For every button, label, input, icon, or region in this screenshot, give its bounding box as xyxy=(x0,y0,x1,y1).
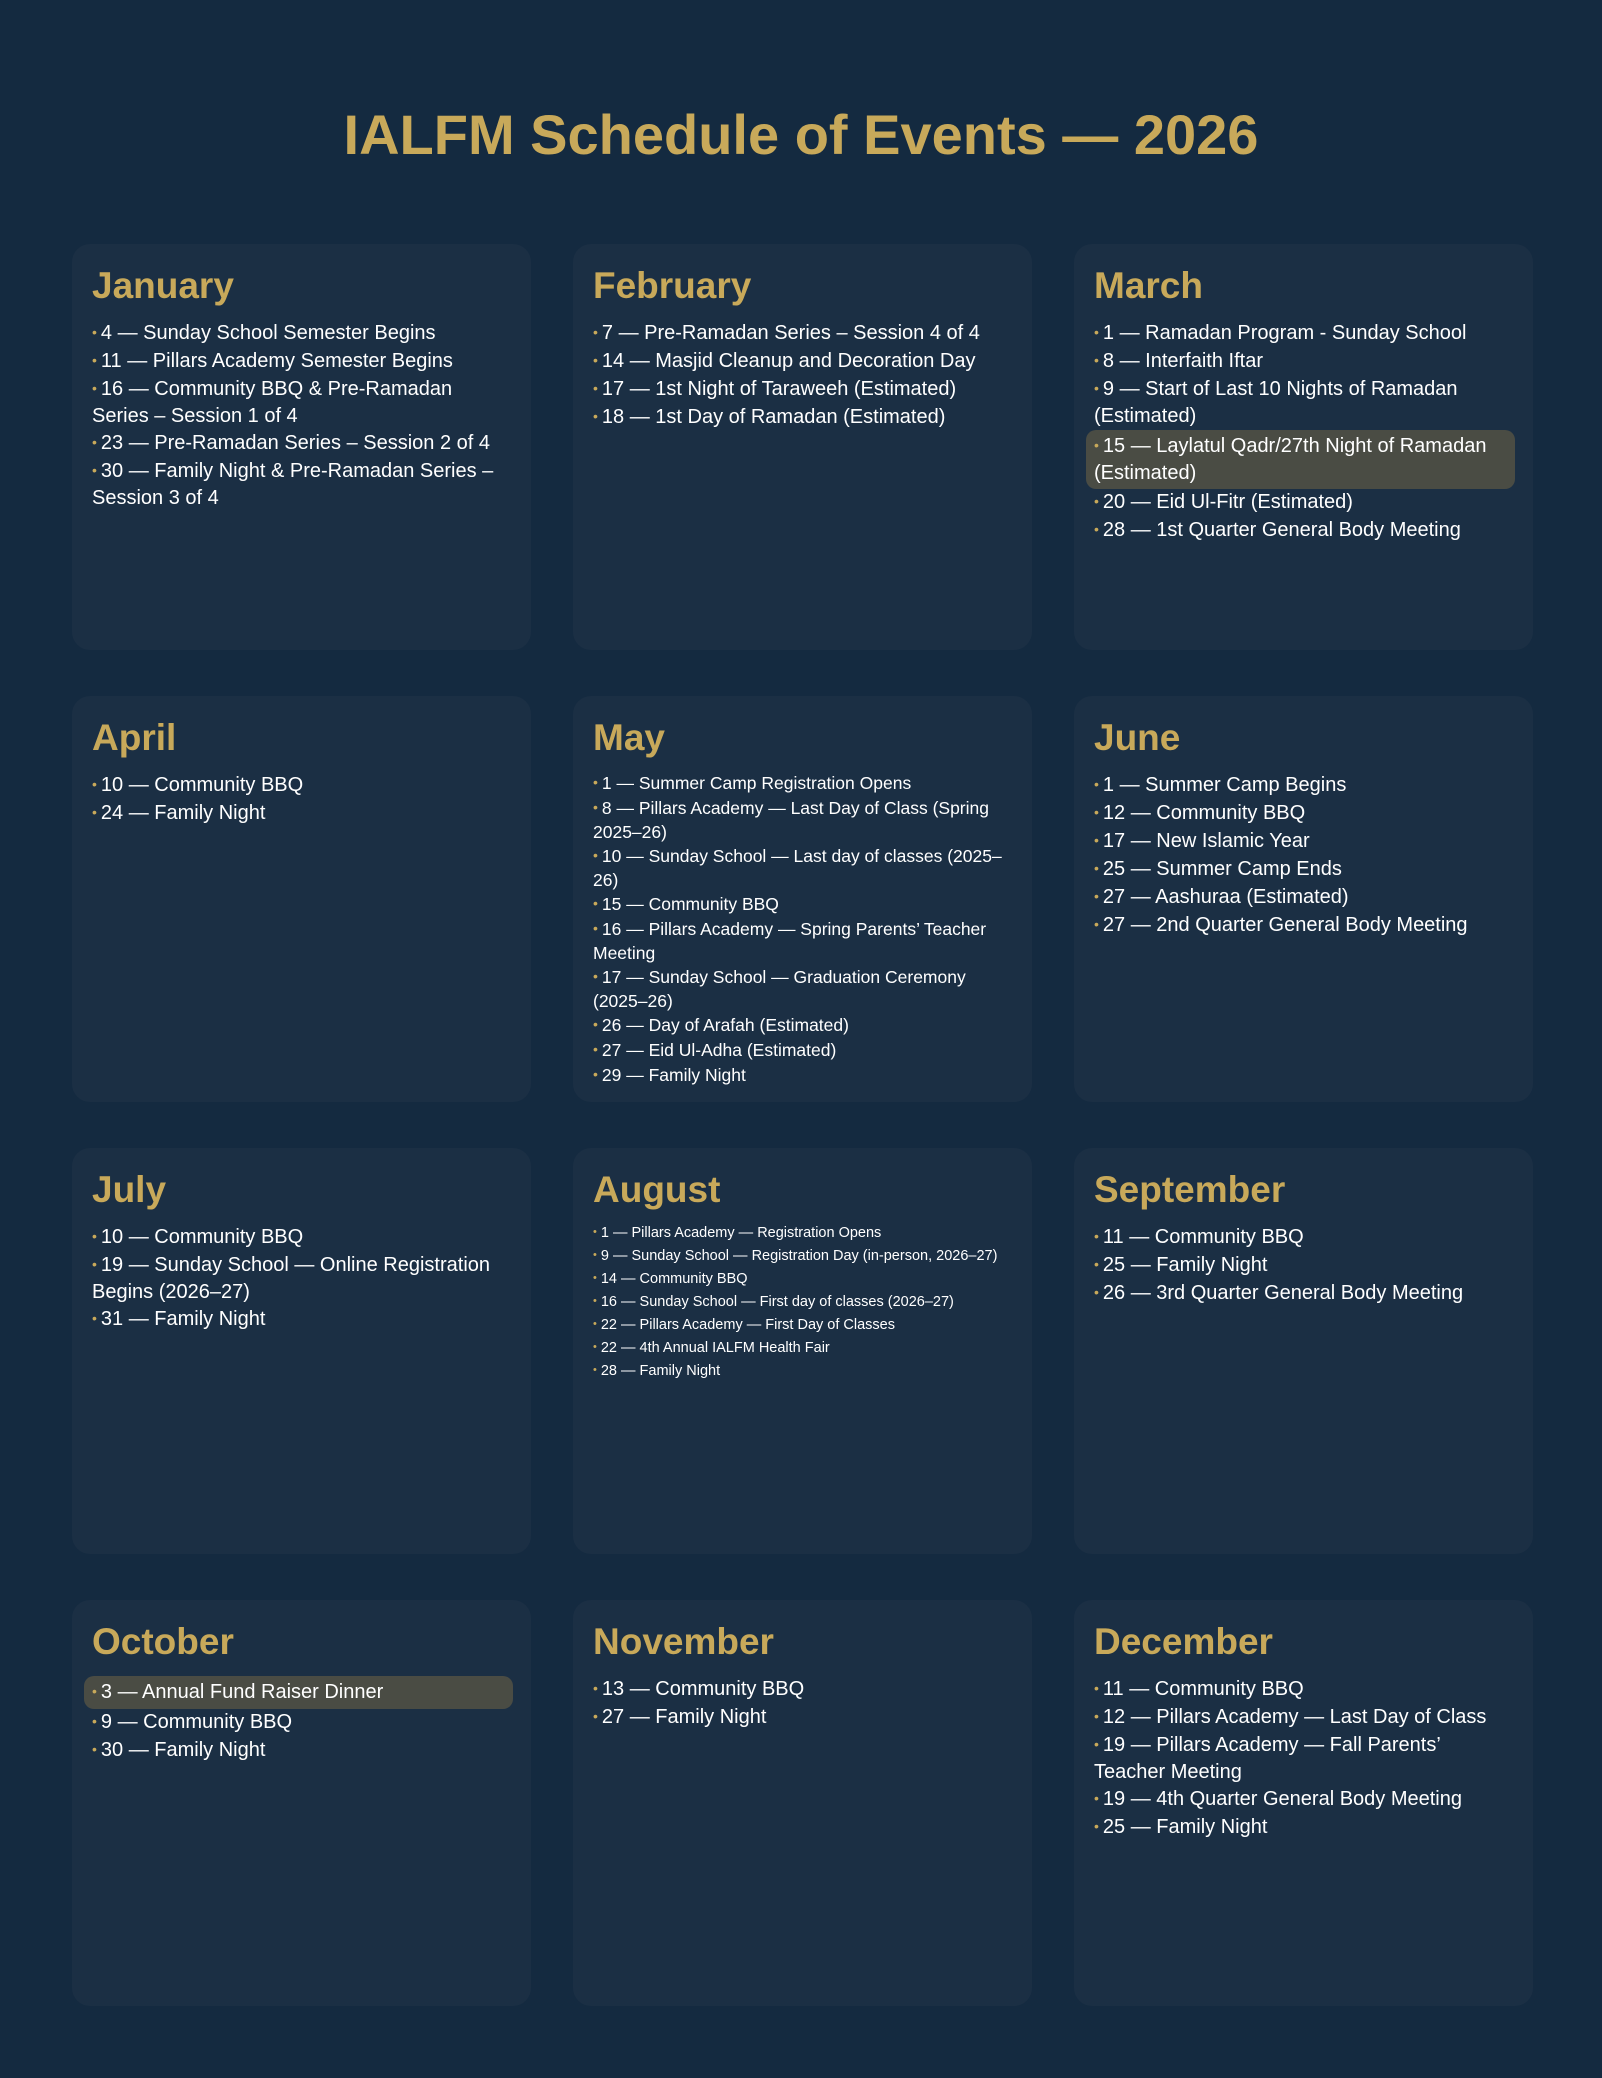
bullet-icon: • xyxy=(92,434,97,450)
event-item xyxy=(591,918,1014,966)
event-item xyxy=(1092,1224,1515,1252)
event-item xyxy=(591,1339,1014,1362)
month-card-june xyxy=(1074,696,1533,1102)
month-card-november xyxy=(573,1600,1032,2006)
event-item xyxy=(90,1224,513,1252)
event-item xyxy=(1092,376,1515,430)
event-text: 17 — New Islamic Year xyxy=(1102,830,1310,852)
event-text: 24 — Family Night xyxy=(100,802,266,824)
bullet-icon: • xyxy=(92,1228,97,1244)
bullet-icon: • xyxy=(1094,1708,1099,1724)
bullet-icon: • xyxy=(593,1272,597,1284)
event-item xyxy=(1092,856,1515,884)
bullet-icon: • xyxy=(593,380,598,396)
event-list xyxy=(1092,772,1515,940)
event-item xyxy=(1092,1252,1515,1280)
bullet-icon: • xyxy=(593,352,598,368)
bullet-icon: • xyxy=(92,462,97,478)
event-text: 19 — Sunday School — Online Registration Begins (2026–27) xyxy=(92,1254,491,1303)
bullet-icon: • xyxy=(1094,1790,1099,1806)
bullet-icon: • xyxy=(92,352,97,368)
event-item xyxy=(90,430,513,458)
bullet-icon: • xyxy=(1094,1284,1099,1300)
event-text: 16 — Sunday School — First day of classes (2026–27) xyxy=(600,1294,954,1310)
event-text: 14 — Community BBQ xyxy=(600,1271,748,1287)
event-list xyxy=(90,1224,513,1334)
event-text: 16 — Pillars Academy — Spring Parents’ Teacher Meeting xyxy=(593,919,987,963)
bullet-icon: • xyxy=(1094,888,1099,904)
event-text: 27 — Eid Ul-Adha (Estimated) xyxy=(601,1040,837,1060)
month-card-august xyxy=(573,1148,1032,1554)
month-card-july xyxy=(72,1148,531,1554)
month-title: January xyxy=(92,265,234,306)
event-item xyxy=(1092,1704,1515,1732)
bullet-icon: • xyxy=(593,1295,597,1307)
bullet-icon: • xyxy=(1094,1256,1099,1272)
event-text: 22 — 4th Annual IALFM Health Fair xyxy=(600,1340,830,1356)
bullet-icon: • xyxy=(92,324,97,340)
event-item xyxy=(1092,912,1515,940)
month-card-march xyxy=(1074,244,1533,650)
event-text: 9 — Sunday School — Registration Day (in-person, 2026–27) xyxy=(600,1248,998,1264)
event-text: 17 — 1st Night of Taraweeh (Estimated) xyxy=(601,378,957,400)
event-text: 8 — Interfaith Iftar xyxy=(1102,350,1263,372)
event-item xyxy=(591,1039,1014,1064)
bullet-icon: • xyxy=(593,324,598,340)
event-item xyxy=(90,1709,513,1737)
event-item xyxy=(1092,489,1515,517)
event-text: 3 — Annual Fund Raiser Dinner xyxy=(100,1681,384,1703)
bullet-icon: • xyxy=(1094,493,1099,509)
event-text: 4 — Sunday School Semester Begins xyxy=(100,322,436,344)
event-item xyxy=(90,348,513,376)
bullet-icon: • xyxy=(593,1318,597,1330)
event-item xyxy=(591,772,1014,797)
page-title: IALFM Schedule of Events — 2026 xyxy=(343,103,1259,166)
bullet-icon: • xyxy=(1094,1818,1099,1834)
bullet-icon: • xyxy=(92,776,97,792)
event-item xyxy=(591,1676,1014,1704)
month-card-april xyxy=(72,696,531,1102)
event-text: 30 — Family Night xyxy=(100,1739,266,1761)
month-title: June xyxy=(1094,717,1181,758)
event-text: 7 — Pre-Ramadan Series – Session 4 of 4 xyxy=(601,322,980,344)
event-item xyxy=(591,1014,1014,1039)
event-item-highlighted xyxy=(84,1676,513,1709)
event-text: 1 — Pillars Academy — Registration Opens xyxy=(600,1225,882,1241)
event-list xyxy=(1092,1676,1515,1842)
bullet-icon: • xyxy=(92,1741,97,1757)
event-text: 20 — Eid Ul-Fitr (Estimated) xyxy=(1102,491,1353,513)
event-list xyxy=(90,772,513,828)
event-text: 31 — Family Night xyxy=(100,1308,266,1330)
event-text: 1 — Ramadan Program - Sunday School xyxy=(1102,322,1467,344)
event-text: 16 — Community BBQ & Pre-Ramadan Series – Session 1 of 4 xyxy=(92,378,453,427)
event-text: 11 — Pillars Academy Semester Begins xyxy=(100,350,453,372)
event-item xyxy=(90,1306,513,1334)
bullet-icon: • xyxy=(92,1683,97,1699)
bullet-icon: • xyxy=(1094,776,1099,792)
bullet-icon: • xyxy=(1094,804,1099,820)
event-text: 19 — Pillars Academy — Fall Parents’ Teacher Meeting xyxy=(1094,1734,1441,1783)
event-text: 1 — Summer Camp Registration Opens xyxy=(601,773,912,793)
bullet-icon: • xyxy=(1094,860,1099,876)
event-item xyxy=(591,1064,1014,1089)
bullet-icon: • xyxy=(92,804,97,820)
bullet-icon: • xyxy=(593,847,598,863)
event-text: 8 — Pillars Academy — Last Day of Class (Spring 2025–26) xyxy=(593,798,989,842)
event-list xyxy=(90,320,513,512)
event-list xyxy=(591,1676,1014,1732)
event-text: 9 — Start of Last 10 Nights of Ramadan (Estimated) xyxy=(1094,378,1458,427)
month-title: October xyxy=(92,1621,234,1662)
event-text: 10 — Community BBQ xyxy=(100,774,304,796)
event-text: 25 — Family Night xyxy=(1102,1816,1268,1838)
event-text: 27 — Aashuraa (Estimated) xyxy=(1102,886,1349,908)
bullet-icon: • xyxy=(593,1341,597,1353)
event-text: 29 — Family Night xyxy=(601,1065,746,1085)
event-item xyxy=(591,404,1014,432)
bullet-icon: • xyxy=(1094,1228,1099,1244)
event-text: 26 — Day of Arafah (Estimated) xyxy=(601,1015,849,1035)
event-item-highlighted xyxy=(1086,430,1515,489)
event-item xyxy=(1092,772,1515,800)
month-card-october xyxy=(72,1600,531,2006)
event-text: 26 — 3rd Quarter General Body Meeting xyxy=(1102,1282,1464,1304)
event-item xyxy=(1092,1732,1515,1786)
month-title: May xyxy=(593,717,665,758)
event-item xyxy=(90,1737,513,1765)
event-list xyxy=(90,1676,513,1765)
bullet-icon: • xyxy=(593,968,598,984)
bullet-icon: • xyxy=(593,1226,597,1238)
event-list xyxy=(591,1224,1014,1385)
event-list xyxy=(1092,320,1515,545)
event-item xyxy=(1092,1676,1515,1704)
event-item xyxy=(591,1247,1014,1270)
event-item xyxy=(591,1224,1014,1247)
event-item xyxy=(1092,828,1515,856)
month-title: September xyxy=(1094,1169,1286,1210)
event-text: 23 — Pre-Ramadan Series – Session 2 of 4 xyxy=(100,432,490,454)
bullet-icon: • xyxy=(593,1708,598,1724)
event-text: 19 — 4th Quarter General Body Meeting xyxy=(1102,1788,1462,1810)
event-text: 12 — Pillars Academy — Last Day of Class xyxy=(1102,1706,1487,1728)
month-title: August xyxy=(593,1169,721,1210)
bullet-icon: • xyxy=(593,1364,597,1376)
bullet-icon: • xyxy=(92,380,97,396)
bullet-icon: • xyxy=(593,1680,598,1696)
event-item xyxy=(90,1252,513,1306)
event-text: 30 — Family Night & Pre-Ramadan Series – Session 3 of 4 xyxy=(92,460,494,509)
bullet-icon: • xyxy=(92,1256,97,1272)
event-item xyxy=(1092,884,1515,912)
event-item xyxy=(1092,1786,1515,1814)
event-text: 25 — Summer Camp Ends xyxy=(1102,858,1342,880)
event-list xyxy=(1092,1224,1515,1308)
event-text: 17 — Sunday School — Graduation Ceremony (2025–26) xyxy=(593,967,966,1011)
event-text: 28 — Family Night xyxy=(600,1363,721,1379)
event-text: 10 — Sunday School — Last day of classes (2025–26) xyxy=(593,846,1002,890)
month-card-september xyxy=(1074,1148,1533,1554)
event-text: 9 — Community BBQ xyxy=(100,1711,293,1733)
event-item xyxy=(591,1293,1014,1316)
event-item xyxy=(591,1704,1014,1732)
event-list xyxy=(591,320,1014,432)
event-text: 10 — Community BBQ xyxy=(100,1226,304,1248)
bullet-icon: • xyxy=(1094,916,1099,932)
event-item xyxy=(591,376,1014,404)
bullet-icon: • xyxy=(1094,1736,1099,1752)
month-card-february xyxy=(573,244,1032,650)
event-list xyxy=(591,772,1014,1089)
event-item xyxy=(591,966,1014,1014)
event-text: 15 — Laylatul Qadr/27th Night of Ramadan (Estimated) xyxy=(1094,435,1487,484)
bullet-icon: • xyxy=(1094,832,1099,848)
bullet-icon: • xyxy=(593,774,598,790)
event-text: 25 — Family Night xyxy=(1102,1254,1268,1276)
month-card-december xyxy=(1074,1600,1533,2006)
bullet-icon: • xyxy=(593,895,598,911)
month-card-may xyxy=(573,696,1032,1102)
event-item xyxy=(1092,800,1515,828)
bullet-icon: • xyxy=(593,1066,598,1082)
calendar-grid xyxy=(72,244,1532,2006)
bullet-icon: • xyxy=(593,799,598,815)
bullet-icon: • xyxy=(593,1041,598,1057)
event-text: 14 — Masjid Cleanup and Decoration Day xyxy=(601,350,976,372)
event-item xyxy=(1092,1814,1515,1842)
bullet-icon: • xyxy=(593,1016,598,1032)
bullet-icon: • xyxy=(1094,324,1099,340)
bullet-icon: • xyxy=(1094,352,1099,368)
event-item xyxy=(591,348,1014,376)
bullet-icon: • xyxy=(1094,380,1099,396)
bullet-icon: • xyxy=(593,1249,597,1261)
event-text: 13 — Community BBQ xyxy=(601,1678,805,1700)
month-title: November xyxy=(593,1621,774,1662)
event-text: 27 — 2nd Quarter General Body Meeting xyxy=(1102,914,1468,936)
event-text: 12 — Community BBQ xyxy=(1102,802,1306,824)
event-item xyxy=(591,893,1014,918)
event-item xyxy=(1092,517,1515,545)
month-title: December xyxy=(1094,1621,1273,1662)
event-text: 28 — 1st Quarter General Body Meeting xyxy=(1102,519,1461,541)
month-title: April xyxy=(92,717,177,758)
month-card-january xyxy=(72,244,531,650)
event-text: 22 — Pillars Academy — First Day of Classes xyxy=(600,1317,895,1333)
bullet-icon: • xyxy=(92,1713,97,1729)
event-item xyxy=(90,800,513,828)
event-text: 15 — Community BBQ xyxy=(601,894,779,914)
bullet-icon: • xyxy=(593,920,598,936)
event-item xyxy=(1092,1280,1515,1308)
event-item xyxy=(90,458,513,512)
bullet-icon: • xyxy=(1094,1680,1099,1696)
event-item xyxy=(90,320,513,348)
bullet-icon: • xyxy=(92,1310,97,1326)
event-text: 27 — Family Night xyxy=(601,1706,767,1728)
event-item xyxy=(90,376,513,430)
bullet-icon: • xyxy=(593,408,598,424)
event-item xyxy=(90,772,513,800)
month-title: March xyxy=(1094,265,1203,306)
bullet-icon: • xyxy=(1094,437,1099,453)
event-item xyxy=(591,1270,1014,1293)
event-item xyxy=(591,1316,1014,1339)
event-text: 18 — 1st Day of Ramadan (Estimated) xyxy=(601,406,946,428)
event-item xyxy=(591,845,1014,893)
event-text: 11 — Community BBQ xyxy=(1102,1226,1304,1248)
month-title: July xyxy=(92,1169,167,1210)
event-text: 11 — Community BBQ xyxy=(1102,1678,1304,1700)
event-item xyxy=(1092,320,1515,348)
event-item xyxy=(591,320,1014,348)
event-text: 1 — Summer Camp Begins xyxy=(1102,774,1347,796)
event-item xyxy=(591,797,1014,845)
event-item xyxy=(1092,348,1515,376)
bullet-icon: • xyxy=(1094,521,1099,537)
month-title: February xyxy=(593,265,752,306)
event-item xyxy=(591,1362,1014,1385)
